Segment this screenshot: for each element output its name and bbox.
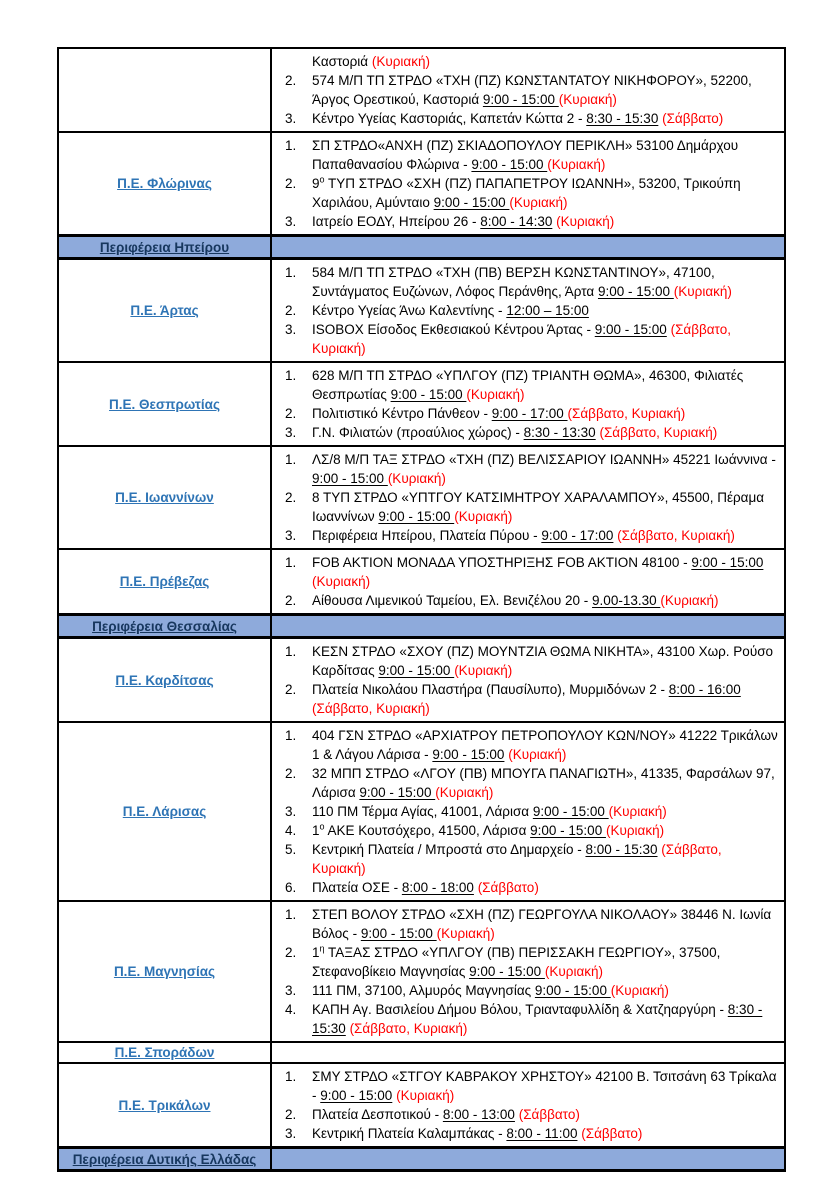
- day-label: (Σάββατο, Κυριακή): [349, 1021, 468, 1036]
- day-label: (Σάββατο, Κυριακή): [617, 528, 735, 543]
- item-text: [312, 174, 778, 212]
- location-item: [272, 840, 778, 878]
- location-item: [272, 52, 778, 71]
- item-number: 2.: [285, 490, 297, 505]
- time-range: 9:00 - 15:00: [432, 747, 505, 762]
- location-text: 404 ΓΣΝ ΣΤΡΔΟ «ΑΡΧΙΑΤΡΟΥ ΠΕΤΡΟΠΟΥΛΟΥ ΚΩΝ/ΝΟΥ» 41222 Τρικάλων 1 & Λάγου Λάρισα -: [312, 728, 778, 762]
- day-label: (Κυριακή): [396, 1088, 455, 1103]
- region-cell: [58, 446, 271, 549]
- region-cell: [58, 549, 271, 615]
- location-text: 110 ΠΜ Τέρμα Αγίας, 41001, Λάρισα: [312, 804, 533, 819]
- section-header-row: [58, 1148, 785, 1171]
- region-cell: [58, 638, 271, 723]
- locations-cell: [271, 259, 785, 363]
- item-number: 3.: [285, 983, 297, 998]
- time-range: 9:00 - 15:00: [471, 157, 548, 172]
- day-label: (Κυριακή): [556, 214, 615, 229]
- location-item: [272, 1124, 778, 1143]
- item-text: [312, 1000, 778, 1038]
- time-range: 9:00 - 15:00: [594, 322, 667, 337]
- region-row: [58, 722, 785, 901]
- day-label: (Σάββατο, Κυριακή): [312, 701, 430, 716]
- location-text: Κεντρική Πλατεία Καλαμπάκας -: [312, 1126, 507, 1141]
- location-text: ISOBOX Είσοδος Εκθεσιακού Κέντρου Άρτας -: [312, 322, 595, 337]
- region-link[interactable]: Π.Ε. Λάρισας: [122, 804, 207, 819]
- location-text: 574 Μ/Π ΤΠ ΣΤΡΔΟ «ΤΧΗ (ΠΖ) ΚΩΝΣΤΑΝΤΑΤΟΥ ΝΙΚΗΦΟΡΟΥ», 52200, Άργος Ορεστικού, Καστοριά: [312, 73, 752, 107]
- region-row: [58, 132, 785, 236]
- day-label: (Κυριακή): [547, 157, 606, 172]
- location-item: [272, 320, 778, 358]
- item-text: [312, 109, 778, 128]
- item-text: [312, 878, 778, 897]
- item-text: [312, 943, 778, 981]
- item-text: [312, 802, 778, 821]
- time-range: 8:00 - 15:30: [585, 842, 658, 857]
- day-label: (Κυριακή): [371, 54, 430, 69]
- time-range: 8:00 - 16:00: [668, 682, 741, 697]
- location-item: [272, 1000, 778, 1038]
- location-item: [272, 878, 778, 897]
- region-link[interactable]: Π.Ε. Φλώρινας: [117, 176, 212, 191]
- time-range: 9:00 - 15:00: [312, 471, 388, 486]
- vaccination-points-table: [57, 47, 786, 1172]
- day-label: (Κυριακή): [544, 964, 604, 979]
- day-label: (Σάββατο, Κυριακή): [312, 842, 722, 876]
- location-item: [272, 802, 778, 821]
- item-text: [312, 450, 778, 488]
- day-label: (Κυριακή): [436, 926, 495, 941]
- day-label: (Κυριακή): [454, 663, 513, 678]
- section-header-cell: [58, 615, 271, 638]
- time-range: 9:00 - 15:00: [390, 387, 467, 402]
- item-number: 1.: [285, 644, 297, 659]
- item-number: 2.: [285, 945, 297, 960]
- item-text: [312, 840, 778, 878]
- region-cell: [58, 48, 271, 132]
- location-text: η: [319, 943, 325, 954]
- locations-cell: [271, 901, 785, 1042]
- section-header-row: [58, 615, 785, 638]
- item-number: 1.: [285, 368, 297, 383]
- region-cell: [58, 901, 271, 1042]
- day-label: (Κυριακή): [660, 593, 719, 608]
- region-row: [58, 48, 785, 132]
- item-text: [312, 1067, 778, 1105]
- section-header-link[interactable]: Περιφέρεια Δυτικής Ελλάδας: [72, 1151, 257, 1167]
- location-item: [272, 488, 778, 526]
- time-range: 9:00 - 15:00: [530, 823, 606, 838]
- locations-cell: [271, 362, 785, 446]
- time-range: 12:00 – 15:00: [506, 303, 589, 318]
- location-text: FOB AKTION ΜΟΝΑΔΑ ΥΠΟΣΤΗΡΙΞΗΣ FOB AKTION 48100 -: [312, 555, 692, 570]
- region-row: [58, 549, 785, 615]
- region-cell: [58, 362, 271, 446]
- item-text: [312, 680, 778, 718]
- section-header-cell: [58, 1148, 271, 1171]
- time-range: 9:00 - 15:00: [534, 983, 611, 998]
- item-text: [312, 366, 778, 404]
- day-label: (Σάββατο): [518, 1107, 580, 1122]
- region-row: [58, 901, 785, 1042]
- item-text: [312, 136, 778, 174]
- location-item: [272, 553, 778, 591]
- location-item: [272, 526, 778, 545]
- item-number: 3.: [285, 111, 297, 126]
- day-label: (Κυριακή): [558, 92, 617, 107]
- region-link[interactable]: Π.Ε. Ιωαννίνων: [115, 490, 214, 505]
- item-number: 2.: [285, 176, 297, 191]
- item-number: 3.: [285, 425, 297, 440]
- item-text: [312, 905, 778, 943]
- day-label: (Σάββατο): [477, 880, 539, 895]
- time-range: 9:00 - 15:00: [360, 926, 437, 941]
- item-number: 2.: [285, 766, 297, 781]
- location-item: [272, 71, 778, 109]
- locations-cell: [271, 722, 785, 901]
- location-text: Πλατεία Δεσποτικού -: [312, 1107, 443, 1122]
- location-item: [272, 450, 778, 488]
- item-number: 4.: [285, 823, 297, 838]
- item-text: [312, 591, 778, 610]
- item-number: 5.: [285, 842, 297, 857]
- locations-cell: [271, 48, 785, 132]
- item-text: [312, 71, 778, 109]
- item-text: [312, 488, 778, 526]
- location-item: [272, 943, 778, 981]
- item-text: [312, 526, 778, 545]
- item-number: 1.: [285, 907, 297, 922]
- time-range: 9:00 - 15:00: [482, 92, 559, 107]
- region-row: [58, 362, 785, 446]
- item-text: [312, 423, 778, 442]
- day-label: (Κυριακή): [673, 284, 732, 299]
- time-range: 9:00 - 17:00: [541, 528, 614, 543]
- locations-cell: [271, 549, 785, 615]
- location-text: ΣΤΕΠ ΒΟΛΟΥ ΣΤΡΔΟ «ΣΧΗ (ΠΖ) ΓΕΩΡΓΟΥΛΑ ΝΙΚΟΛΑΟΥ» 38446 Ν. Ιωνία Βόλος -: [312, 907, 772, 941]
- location-item: [272, 764, 778, 802]
- location-text: Κέντρο Υγείας Άνω Καλεντίνης -: [312, 303, 507, 318]
- item-number: 2.: [285, 303, 297, 318]
- item-number: 2.: [285, 1107, 297, 1122]
- location-text: Καστοριά: [312, 54, 372, 69]
- time-range: 8:00 - 13:00: [442, 1107, 515, 1122]
- time-range: 9:00 - 15:00: [597, 284, 674, 299]
- location-item: [272, 366, 778, 404]
- location-text: ΣΠ ΣΤΡΔΟ«ΑΝΧΗ (ΠΖ) ΣΚΙΑΔΟΠΟΥΛΟΥ ΠΕΡΙΚΛΗ» 53100 Δημάρχου Παπαθανασίου Φλώρινα -: [312, 138, 739, 172]
- location-text: Πλατεία ΟΣΕ -: [312, 880, 402, 895]
- region-link[interactable]: Π.Ε. Καρδίτσας: [115, 672, 214, 688]
- item-text: [312, 301, 778, 320]
- region-row: [58, 1063, 785, 1148]
- day-label: (Σάββατο, Κυριακή): [312, 322, 731, 356]
- region-cell: [58, 132, 271, 236]
- item-number: 1.: [285, 138, 297, 153]
- region-cell: [58, 1042, 271, 1063]
- item-number: 4.: [285, 1002, 297, 1017]
- location-text: 32 ΜΠΠ ΣΤΡΔΟ «ΛΓΟΥ (ΠΒ) ΜΠΟΥΓΑ ΠΑΝΑΓΙΩΤΗ», 41335, Φαρσάλων 97, Λάρισα: [312, 766, 775, 800]
- location-text: 628 Μ/Π ΤΠ ΣΤΡΔΟ «ΥΠΛΓΟΥ (ΠΖ) ΤΡΙΑΝΤΗ ΘΩΜΑ», 46300, Φιλιατές Θεσπρωτίας: [312, 368, 744, 402]
- item-text: [312, 642, 778, 680]
- location-text: ο: [319, 821, 325, 832]
- location-text: Κεντρική Πλατεία / Μπροστά στο Δημαρχείο -: [312, 842, 586, 857]
- item-text: [312, 1105, 778, 1124]
- region-row: [58, 638, 785, 723]
- day-label: (Κυριακή): [608, 804, 667, 819]
- item-number: 1.: [285, 728, 297, 743]
- item-number: 1.: [285, 265, 297, 280]
- location-text: 111 ΠΜ, 37100, Αλμυρός Μαγνησίας: [312, 983, 535, 998]
- item-text: [312, 52, 778, 71]
- locations-cell: [271, 638, 785, 723]
- location-item: [272, 821, 778, 840]
- time-range: 9:00 - 15:00: [378, 663, 455, 678]
- item-text: [312, 726, 778, 764]
- item-text: [312, 553, 778, 591]
- item-text: [312, 320, 778, 358]
- section-header-spacer: [271, 236, 785, 259]
- day-label: (Κυριακή): [605, 823, 665, 838]
- locations-cell: [271, 1042, 785, 1063]
- item-number: 3.: [285, 322, 297, 337]
- location-item: [272, 301, 778, 320]
- item-text: [312, 263, 778, 301]
- item-number: 2.: [285, 73, 297, 88]
- item-number: 3.: [285, 804, 297, 819]
- location-text: ΤΑΞΑΣ ΣΤΡΔΟ «ΥΠΛΓΟΥ (ΠΒ) ΠΕΡΙΣΣΑΚΗ ΓΕΩΡΓΙΟΥ», 37500, Στεφανοβίκειο Μαγνησίας: [312, 945, 721, 979]
- day-label: (Κυριακή): [454, 509, 513, 524]
- region-row: [58, 1042, 785, 1063]
- item-number: 1.: [285, 555, 297, 570]
- section-header-link[interactable]: Περιφέρεια Θεσσαλίας: [92, 618, 237, 634]
- location-text: Αίθουσα Λιμενικού Ταμείου, Ελ. Βενιζέλου 20 -: [312, 593, 593, 608]
- location-item: [272, 981, 778, 1000]
- location-text: Κέντρο Υγείας Καστοριάς, Καπετάν Κώττα 2 -: [312, 111, 587, 126]
- location-item: [272, 423, 778, 442]
- location-item: [272, 905, 778, 943]
- day-label: (Κυριακή): [610, 983, 669, 998]
- location-text: ΛΣ/8 Μ/Π ΤΑΞ ΣΤΡΔΟ «ΤΧΗ (ΠΖ) ΒΕΛΙΣΣΑΡΙΟΥ ΙΩΑΝΝΗ» 45221 Ιωάννινα -: [312, 452, 776, 467]
- location-text: ΣΜΥ ΣΤΡΔΟ «ΣΤΓΟΥ ΚΑΒΡΑΚΟΥ ΧΡΗΣΤΟΥ» 42100 Β. Τσιτσάνη 63 Τρίκαλα -: [312, 1069, 777, 1103]
- item-number: 3.: [285, 528, 297, 543]
- item-number: 3.: [285, 1126, 297, 1141]
- item-number: 1.: [285, 1069, 297, 1084]
- location-text: Περιφέρεια Ηπείρου, Πλατεία Πύρου -: [312, 528, 542, 543]
- location-item: [272, 642, 778, 680]
- item-number: 2.: [285, 593, 297, 608]
- region-link[interactable]: Π.Ε. Άρτας: [130, 303, 199, 318]
- location-item: [272, 212, 778, 231]
- time-range: 9.00-13.30: [592, 593, 661, 608]
- location-text: 9: [312, 176, 320, 191]
- time-range: 9:00 - 15:00: [691, 555, 764, 570]
- location-text: 8 ΤΥΠ ΣΤΡΔΟ «ΥΠΤΓΟΥ ΚΑΤΣΙΜΗΤΡΟΥ ΧΑΡΑΛΑΜΠΟΥ», 45500, Πέραμα Ιωαννίνων: [312, 490, 765, 524]
- location-text: ΚΕΣΝ ΣΤΡΔΟ «ΣΧΟΥ (ΠΖ) ΜΟΥΝΤΖΙΑ ΘΩΜΑ ΝΙΚΗΤΑ», 43100 Χωρ. Ρούσο Καρδίτσας: [312, 644, 774, 678]
- location-text: ΑΚΕ Κουτσόχερο, 41500, Λάρισα: [324, 823, 531, 838]
- region-row: [58, 446, 785, 549]
- location-text: ΤΥΠ ΣΤΡΔΟ «ΣΧΗ (ΠΖ) ΠΑΠΑΠΕΤΡΟΥ ΙΩΑΝΝΗ», 53200, Τρικούπη Χαριλάου, Αμύνταιο: [312, 176, 741, 210]
- region-link[interactable]: Π.Ε. Τρικάλων: [118, 1097, 211, 1113]
- table-body: [58, 48, 785, 1171]
- item-text: [312, 212, 778, 231]
- time-range: 8:00 - 14:30: [480, 214, 553, 229]
- region-cell: [58, 259, 271, 363]
- location-text: ο: [319, 174, 325, 185]
- item-number: 1.: [285, 452, 297, 467]
- time-range: 9:00 - 15:00: [378, 509, 455, 524]
- location-text: 1: [312, 945, 320, 960]
- time-range: 8:00 - 18:00: [401, 880, 474, 895]
- location-text: 1: [312, 823, 320, 838]
- region-cell: [58, 722, 271, 901]
- location-text: Πλατεία Νικολάου Πλαστήρα (Παυσίλυπο), Μυρμιδόνων 2 -: [312, 682, 669, 697]
- day-label: (Σάββατο): [581, 1126, 643, 1141]
- section-header-spacer: [271, 1148, 785, 1171]
- location-item: [272, 174, 778, 212]
- location-text: Πολιτιστικό Κέντρο Πάνθεον -: [312, 406, 492, 421]
- section-header-spacer: [271, 615, 785, 638]
- item-number: 2.: [285, 406, 297, 421]
- day-label: (Κυριακή): [509, 195, 568, 210]
- location-item: [272, 263, 778, 301]
- location-text: ΚΑΠΗ Αγ. Βασιλείου Δήμου Βόλου, Τριανταφυλλίδη & Χατζηαργύρη -: [312, 1002, 728, 1017]
- location-item: [272, 404, 778, 423]
- region-row: [58, 259, 785, 363]
- section-header-cell: [58, 236, 271, 259]
- location-text: 584 Μ/Π ΤΠ ΣΤΡΔΟ «ΤΧΗ (ΠΒ) ΒΕΡΣΗ ΚΩΝΣΤΑΝΤΙΝΟΥ», 47100, Συντάγματος Ευζώνων, Λόφος Περάνθης, Άρτα: [312, 265, 715, 299]
- location-item: [272, 680, 778, 718]
- location-item: [272, 1067, 778, 1105]
- locations-cell: [271, 446, 785, 549]
- region-cell: [58, 1063, 271, 1148]
- section-header-link[interactable]: Περιφέρεια Ηπείρου: [99, 239, 230, 255]
- day-label: (Κυριακή): [435, 785, 494, 800]
- item-number: [272, 52, 312, 71]
- section-header-row: [58, 236, 785, 259]
- time-range: 9:00 - 15:00: [532, 804, 609, 819]
- time-range: 9:00 - 15:00: [433, 195, 510, 210]
- item-text: [312, 404, 778, 423]
- location-item: [272, 1105, 778, 1124]
- time-range: 8:30 - 13:30: [523, 425, 596, 440]
- locations-cell: [271, 1063, 785, 1148]
- time-range: 8:30 - 15:30: [312, 1002, 763, 1036]
- time-range: 8:30 - 15:30: [586, 111, 659, 126]
- item-number: 3.: [285, 214, 297, 229]
- locations-cell: [271, 132, 785, 236]
- item-number: 6.: [285, 880, 297, 895]
- location-item: [272, 591, 778, 610]
- time-range: 9:00 - 15:00: [469, 964, 545, 979]
- item-number: 2.: [285, 682, 297, 697]
- location-text: Γ.Ν. Φιλιατών (προαύλιος χώρος) -: [312, 425, 524, 440]
- time-range: 8:00 - 11:00: [506, 1126, 578, 1141]
- day-label: (Κυριακή): [312, 574, 371, 589]
- item-text: [312, 764, 778, 802]
- item-text: [312, 1124, 778, 1143]
- location-text: Ιατρείο ΕΟΔΥ, Ηπείρου 26 -: [312, 214, 481, 229]
- region-link[interactable]: Π.Ε. Σποράδων: [114, 1045, 215, 1060]
- region-link[interactable]: Π.Ε. Μαγνησίας: [113, 964, 216, 979]
- day-label: (Κυριακή): [508, 747, 567, 762]
- day-label: (Σάββατο, Κυριακή): [567, 406, 686, 421]
- time-range: 9:00 - 15:00: [320, 1088, 393, 1103]
- location-item: [272, 136, 778, 174]
- location-item: [272, 109, 778, 128]
- item-text: [312, 981, 778, 1000]
- day-label: (Σάββατο): [662, 111, 724, 126]
- item-text: [312, 821, 778, 840]
- region-link[interactable]: Π.Ε. Πρέβεζας: [119, 574, 210, 589]
- day-label: (Κυριακή): [466, 387, 525, 402]
- location-item: [272, 726, 778, 764]
- time-range: 9:00 - 17:00: [491, 406, 568, 421]
- region-link[interactable]: Π.Ε. Θεσπρωτίας: [109, 396, 220, 412]
- day-label: (Σάββατο, Κυριακή): [599, 425, 718, 440]
- day-label: (Κυριακή): [387, 471, 446, 486]
- time-range: 9:00 - 15:00: [359, 785, 436, 800]
